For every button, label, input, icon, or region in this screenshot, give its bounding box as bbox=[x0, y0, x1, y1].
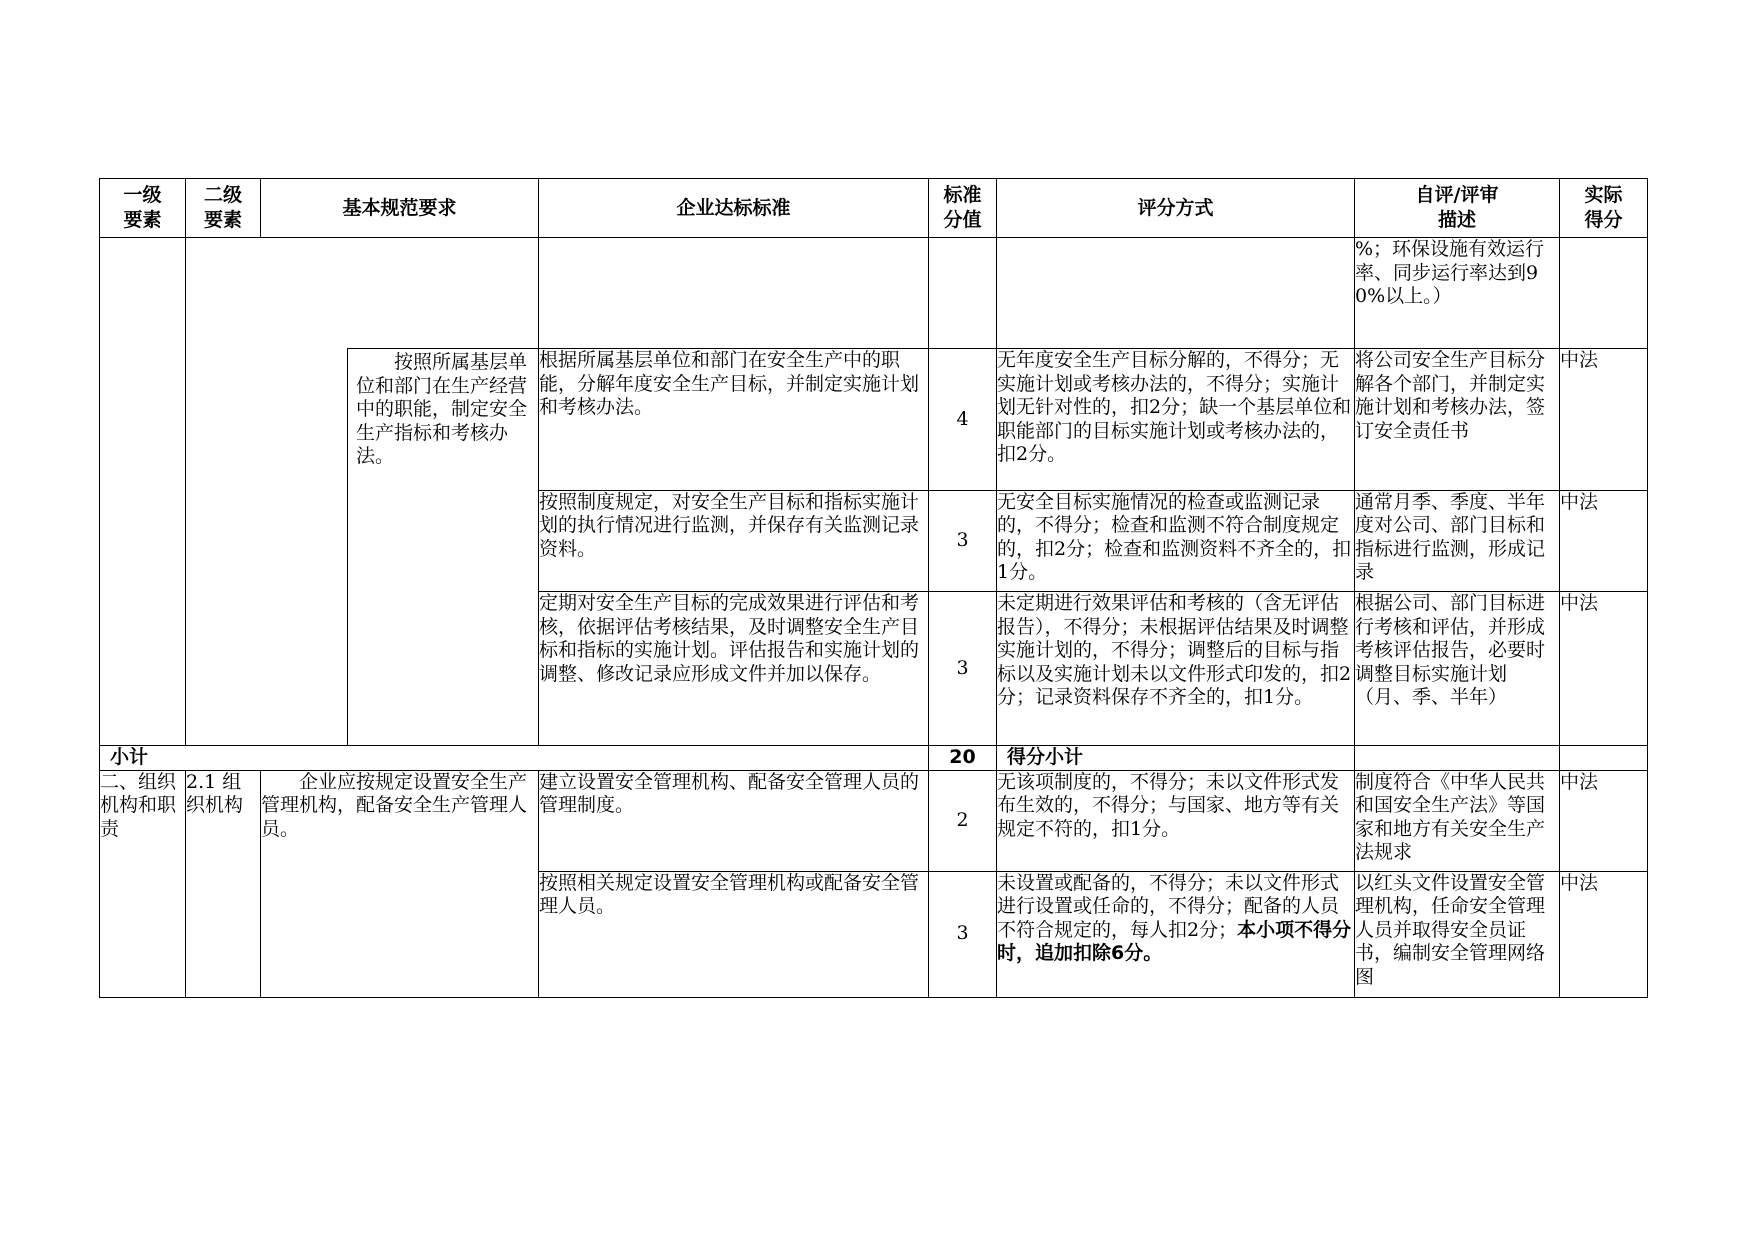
standard-score-cell: 3 bbox=[929, 490, 997, 591]
self-evaluation-cell: 将公司安全生产目标分解各个部门，并制定实施计划和考核办法，签订安全责任书 bbox=[1355, 349, 1560, 491]
subtotal-method-label: 得分小计 bbox=[997, 746, 1355, 771]
table-row bbox=[100, 238, 1648, 349]
standard-score-cell: 4 bbox=[929, 349, 997, 491]
enterprise-standard-cell: 按照制度规定，对安全生产目标和指标实施计划的执行情况进行监测，并保存有关监测记录资料。 bbox=[539, 490, 929, 591]
actual-score-cell: 中法 bbox=[1560, 592, 1648, 746]
subtotal-desc bbox=[1355, 746, 1560, 771]
enterprise-standard-cell bbox=[539, 238, 929, 349]
header-self-evaluation: 自评/评审 描述 bbox=[1355, 179, 1560, 238]
enterprise-standard-cell: 按照相关规定设置安全管理机构或配备安全管理人员。 bbox=[539, 871, 929, 997]
self-evaluation-cell: 通常月季、季度、半年度对公司、部门目标和指标进行监测，形成记录 bbox=[1355, 490, 1560, 591]
scoring-method-cell: 无年度安全生产目标分解的，不得分；无实施计划或考核办法的，不得分；实施计划无针对性的，扣2分；缺一个基层单位和职能部门的目标实施计划或考核办法的，扣2分。 bbox=[997, 349, 1355, 491]
actual-score-cell: 中法 bbox=[1560, 871, 1648, 997]
scoring-method-cell: 无该项制度的，不得分；未以文件形式发布生效的，不得分；与国家、地方等有关规定不符的，扣1分。 bbox=[997, 770, 1355, 871]
requirement-cell: 企业应按规定设置安全生产管理机构，配备安全生产管理人员。 bbox=[261, 770, 539, 997]
standard-score-cell: 3 bbox=[929, 592, 997, 746]
header-enterprise-standard: 企业达标标准 bbox=[539, 179, 929, 238]
self-evaluation-cell: 制度符合《中华人民共和国安全生产法》等国家和地方有关安全生产法规求 bbox=[1355, 770, 1560, 871]
subtotal-score: 20 bbox=[929, 746, 997, 771]
enterprise-standard-cell: 定期对安全生产目标的完成效果进行评估和考核，依据评估考核结果，及时调整安全生产目标和指标的实施计划。评估报告和实施计划的调整、修改记录应形成文件并加以保存。 bbox=[539, 592, 929, 746]
scoring-method-bold-text: 本小项不得分时，追加扣除6分。 bbox=[997, 918, 1352, 964]
level1-org-cell: 二、组织机构和职责 bbox=[100, 770, 186, 997]
header-row bbox=[100, 179, 1648, 238]
enterprise-standard-cell: 建立设置安全管理机构、配备安全管理人员的管理制度。 bbox=[539, 770, 929, 871]
header-level2: 二级 要素 bbox=[186, 179, 261, 238]
scoring-method-cell: 无安全目标实施情况的检查或监测记录的，不得分；检查和监测不符合制度规定的，扣2分；检查和监测资料不齐全的，扣1分。 bbox=[997, 490, 1355, 591]
subtotal-actual bbox=[1560, 746, 1648, 771]
header-level1: 一级 要素 bbox=[100, 179, 186, 238]
level2-org-cell: 2.1 组织机构 bbox=[186, 770, 261, 997]
standard-score-cell bbox=[929, 238, 997, 349]
scoring-method-cell bbox=[997, 871, 1355, 997]
standard-score-cell: 2 bbox=[929, 770, 997, 871]
subtotal-label: 小计 bbox=[100, 746, 929, 771]
scoring-method-text: 未设置或配备的，不得分；未以文件形式进行设置或任命的，不得分；配备的人员不符合规定的，每人扣2分； bbox=[997, 871, 1340, 941]
scoring-method-cell: 未定期进行效果评估和考核的（含无评估报告），不得分；未根据评估结果及时调整实施计划的，不得分；调整后的目标与指标以及实施计划未以文件形式印发的，扣2分；记录资料保存不齐全的，扣1分。 bbox=[997, 592, 1355, 746]
scoring-method-cell bbox=[997, 238, 1355, 349]
self-evaluation-cell: %；环保设施有效运行率、同步运行率达到90%以上。） bbox=[1355, 238, 1560, 349]
self-evaluation-cell: 根据公司、部门目标进行考核和评估，并形成考核评估报告，必要时调整目标实施计划（月、季、半年） bbox=[1355, 592, 1560, 746]
standards-table bbox=[99, 178, 1648, 998]
header-standard-score: 标准 分值 bbox=[929, 179, 997, 238]
header-scoring-method: 评分方式 bbox=[997, 179, 1355, 238]
subtotal-row bbox=[100, 746, 1648, 771]
table-row bbox=[100, 770, 1648, 871]
level2-requirement-cell bbox=[186, 238, 539, 746]
header-actual-score: 实际 得分 bbox=[1560, 179, 1648, 238]
self-evaluation-cell: 以红头文件设置安全管理机构，任命安全管理人员并取得安全员证书，编制安全管理网络图 bbox=[1355, 871, 1560, 997]
actual-score-cell: 中法 bbox=[1560, 490, 1648, 591]
header-requirement: 基本规范要求 bbox=[261, 179, 539, 238]
enterprise-standard-cell: 根据所属基层单位和部门在安全生产中的职能，分解年度安全生产目标，并制定实施计划和考核办法。 bbox=[539, 349, 929, 491]
requirement-text: 按照所属基层单位和部门在生产经营中的职能，制定安全生产指标和考核办法。 bbox=[347, 349, 538, 745]
standard-score-cell: 3 bbox=[929, 871, 997, 997]
actual-score-cell: 中法 bbox=[1560, 349, 1648, 491]
actual-score-cell: 中法 bbox=[1560, 770, 1648, 871]
actual-score-cell bbox=[1560, 238, 1648, 349]
level1-cell bbox=[100, 238, 186, 746]
